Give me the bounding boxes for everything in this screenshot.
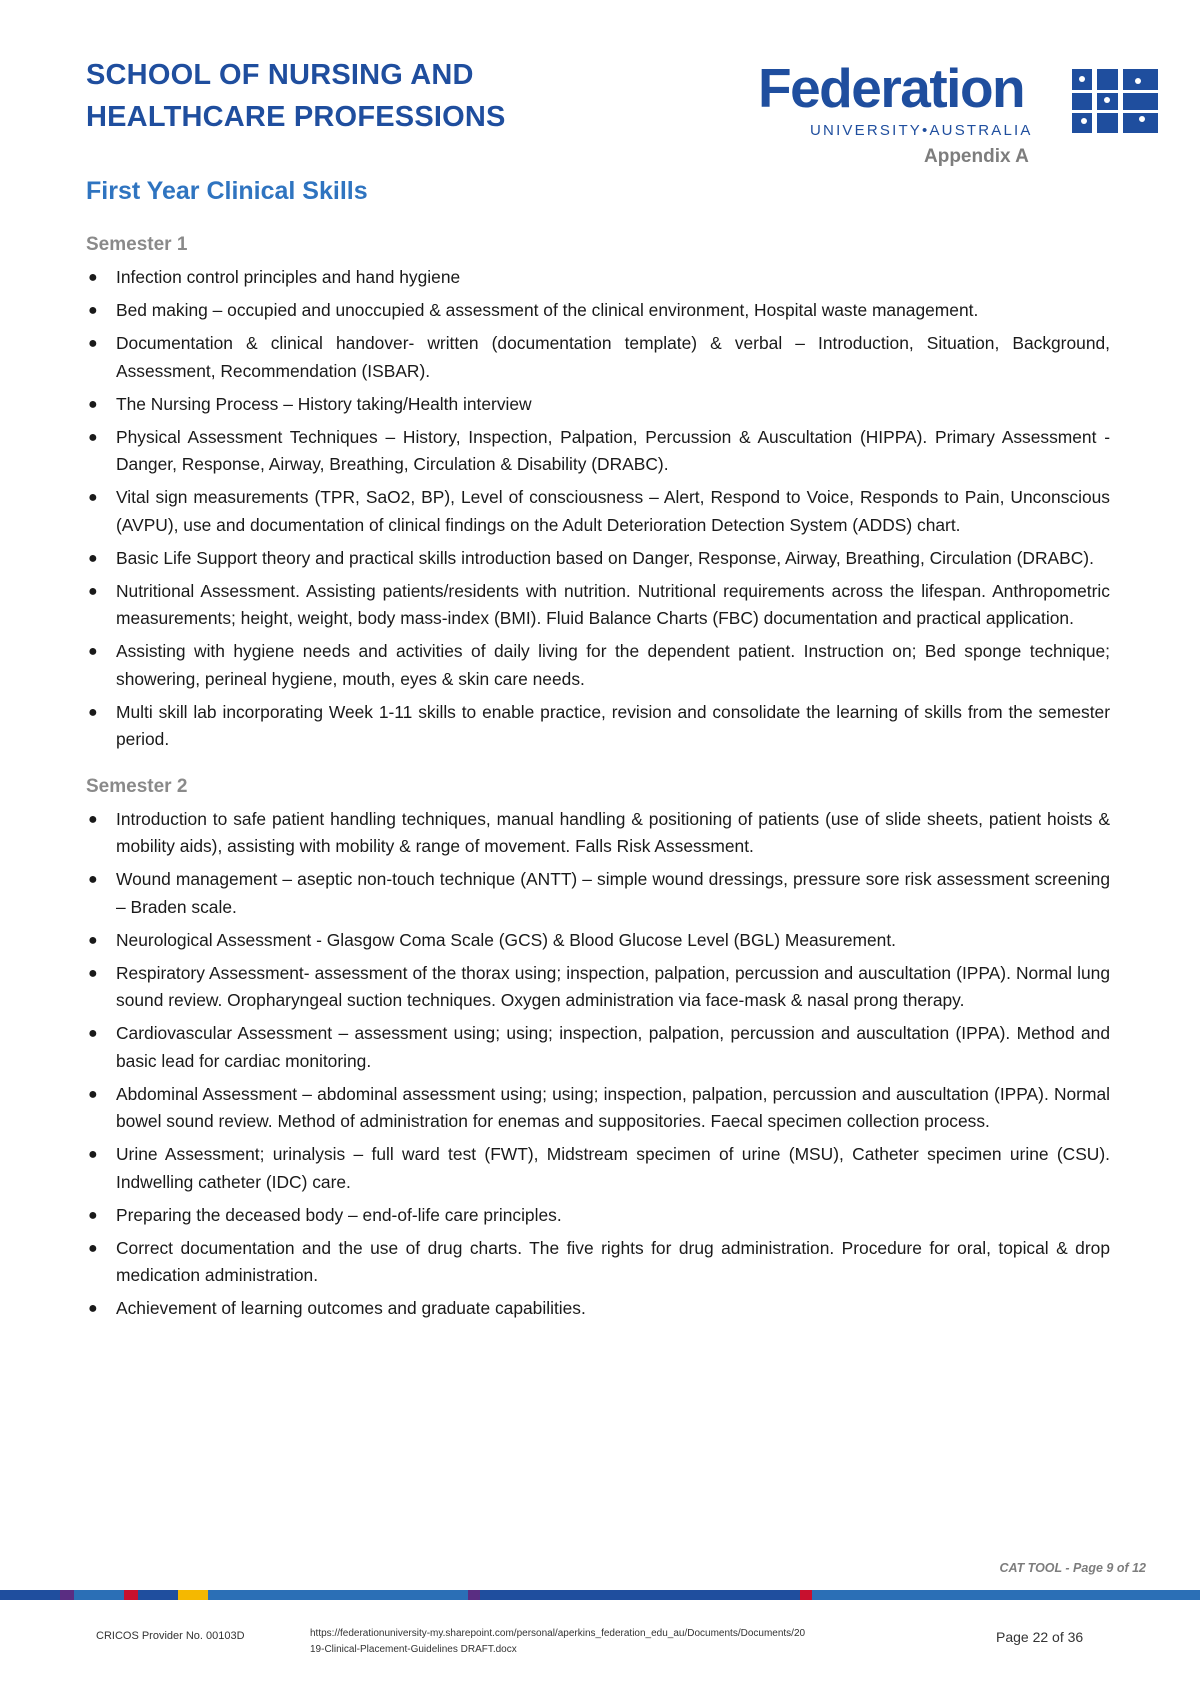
list-item-text: Physical Assessment Techniques – History, Inspection, Palpation, Percussion & Auscultation (HIPPA). Primary Assessment -Danger, Response, Airway, Breathing, Circulation & Disability (DRABC). xyxy=(116,426,1110,474)
band-segment xyxy=(480,1590,800,1600)
bullet-icon: ● xyxy=(88,1146,98,1163)
bullet-icon: ● xyxy=(88,810,98,828)
list-item-text: Achievement of learning outcomes and graduate capabilities. xyxy=(116,1298,586,1318)
bullet-icon: ● xyxy=(88,549,98,567)
band-segment xyxy=(0,1590,60,1600)
bullet-icon: ● xyxy=(88,302,98,319)
band-segment xyxy=(178,1590,208,1600)
bullet-icon: ● xyxy=(88,335,98,352)
band-segment xyxy=(60,1590,74,1600)
list-item-text: Abdominal Assessment – abdominal assessment using; using; inspection, palpation, percussion and auscultation (IPPA). Normal bowel sound review. Method of administration for enemas and suppositories. Faecal specimen collection process. xyxy=(116,1083,1110,1131)
bullet-icon: ● xyxy=(88,1025,98,1042)
page-number: Page 22 of 36 xyxy=(996,1629,1084,1645)
semester-1-heading: Semester 1 xyxy=(86,234,188,255)
bullet-icon: ● xyxy=(88,964,98,982)
list-item-text: Introduction to safe patient handling techniques, manual handling & positioning of patients (use of slide sheets, patient hoists & mobility aids), assisting with mobility & range of movement. Falls Risk Assessment. xyxy=(116,808,1110,856)
bullet-icon: ● xyxy=(88,1085,98,1103)
list-item xyxy=(86,424,1110,479)
list-item xyxy=(86,806,1110,861)
bullet-icon: ● xyxy=(88,1206,98,1224)
list-item xyxy=(86,960,1110,1015)
list-item xyxy=(86,1081,1110,1136)
list-item xyxy=(86,1141,1110,1196)
logo-subtitle: UNIVERSITY•AUSTRALIA xyxy=(810,122,1033,139)
bullet-icon: ● xyxy=(88,643,98,660)
list-item xyxy=(86,1020,1110,1075)
flag-icon xyxy=(1072,69,1158,133)
list-item xyxy=(86,484,1110,539)
document-body xyxy=(86,232,1110,1328)
list-item xyxy=(86,297,1110,325)
list-item-text: Bed making – occupied and unoccupied & assessment of the clinical environment, Hospital waste management. xyxy=(116,300,979,320)
page-title: First Year Clinical Skills xyxy=(86,177,368,205)
list-item-text: Neurological Assessment - Glasgow Coma Scale (GCS) & Blood Glucose Level (BGL) Measurement. xyxy=(116,929,896,950)
band-segment xyxy=(800,1590,812,1600)
list-item xyxy=(86,927,1110,955)
bullet-icon: ● xyxy=(88,1300,98,1317)
bullet-icon: ● xyxy=(88,1239,98,1257)
appendix-label: Appendix A xyxy=(924,146,1029,167)
band-segment xyxy=(138,1590,178,1600)
footer-color-band xyxy=(0,1590,1200,1600)
bullet-icon: ● xyxy=(88,871,98,888)
band-segment xyxy=(124,1590,138,1600)
list-item xyxy=(86,638,1110,693)
school-title xyxy=(86,54,686,138)
bullet-icon: ● xyxy=(88,428,98,446)
list-item xyxy=(86,1235,1110,1290)
school-title-line-1: SCHOOL OF NURSING AND xyxy=(86,59,474,91)
list-item xyxy=(86,545,1110,573)
semester-1-skill-list xyxy=(86,264,1110,754)
list-item-text: Correct documentation and the use of drug charts. The five rights for drug administration. Procedure for oral, topical & drop medication administration. xyxy=(116,1237,1110,1285)
list-item-text: Infection control principles and hand hygiene xyxy=(116,267,461,287)
list-item-text: Respiratory Assessment- assessment of the thorax using; inspection, palpation, percussion and auscultation (IPPA). Normal lung sound review. Oropharyngeal suction techniques. Oxygen administration via face-mask & nasal prong therapy. xyxy=(116,962,1110,1010)
list-item xyxy=(86,1295,1110,1323)
list-item-text: Urine Assessment; urinalysis – full ward test (FWT), Midstream specimen of urine (MSU), Catheter specimen urine (CSU). Indwelling catheter (IDC) care. xyxy=(116,1144,1110,1192)
bullet-icon: ● xyxy=(88,703,98,721)
bullet-icon: ● xyxy=(88,269,98,286)
list-item xyxy=(86,578,1110,633)
document-url: https://federationuniversity-my.sharepoint.com/personal/aperkins_federation_edu_au/Documents/Documents/2019-Clinical-Placement-Guidelines DRAFT.docx xyxy=(310,1628,806,1655)
bullet-icon: ● xyxy=(88,582,98,600)
list-item xyxy=(86,699,1110,754)
bullet-icon: ● xyxy=(88,489,98,506)
list-item-text: Wound management – aseptic non-touch technique (ANTT) – simple wound dressings, pressure sore risk assessment screening – Braden scale. xyxy=(116,869,1110,917)
logo-wordmark: Federation xyxy=(758,57,1025,119)
list-item xyxy=(86,330,1110,385)
band-segment xyxy=(812,1590,1200,1600)
school-title-line-2: HEALTHCARE PROFESSIONS xyxy=(86,101,506,133)
list-item xyxy=(86,264,1110,292)
list-item xyxy=(86,391,1110,419)
band-segment xyxy=(468,1590,480,1600)
band-segment xyxy=(74,1590,124,1600)
list-item-text: Cardiovascular Assessment – assessment using; using; inspection, palpation, percussion and auscultation (IPPA). Method and basic lead for cardiac monitoring. xyxy=(116,1023,1110,1071)
bullet-icon: ● xyxy=(88,931,98,949)
list-item-text: Vital sign measurements (TPR, SaO2, BP), Level of consciousness – Alert, Respond to Voice, Responds to Pain, Unconscious (AVPU), use and documentation of clinical findings on the Adult Deterioration Detection System (ADDS) chart. xyxy=(116,487,1110,535)
list-item-text: The Nursing Process – History taking/Health interview xyxy=(116,393,532,414)
bullet-icon: ● xyxy=(88,395,98,413)
federation-university-logo xyxy=(758,57,1158,144)
cricos-provider: CRICOS Provider No. 00103D xyxy=(96,1630,245,1642)
cat-tool-page-number: CAT TOOL - Page 9 of 12 xyxy=(999,1561,1146,1575)
list-item-text: Assisting with hygiene needs and activities of daily living for the dependent patient. Instruction on; Bed sponge technique; showering, perineal hygiene, mouth, eyes & skin care needs. xyxy=(116,641,1110,689)
list-item xyxy=(86,1202,1110,1230)
semester-2-heading: Semester 2 xyxy=(86,775,188,797)
list-item xyxy=(86,866,1110,921)
list-item-text: Documentation & clinical handover- written (documentation template) & verbal – Introduction, Situation, Background, Assessment, Recommendation (ISBAR). xyxy=(116,333,1110,381)
list-item-text: Multi skill lab incorporating Week 1-11 skills to enable practice, revision and consolidate the learning of skills from the semester period. xyxy=(116,701,1110,749)
list-item-text: Preparing the deceased body – end-of-life care principles. xyxy=(116,1204,562,1225)
list-item-text: Basic Life Support theory and practical skills introduction based on Danger, Response, Airway, Breathing, Circulation (DRABC). xyxy=(116,547,1094,568)
list-item-text: Nutritional Assessment. Assisting patients/residents with nutrition. Nutritional requirements across the lifespan. Anthropometric measurements; height, weight, body mass-index (BMI). Fluid Balance Charts (FBC) documentation and practical application. xyxy=(116,580,1110,628)
band-segment xyxy=(208,1590,468,1600)
semester-2-skill-list xyxy=(86,806,1110,1323)
